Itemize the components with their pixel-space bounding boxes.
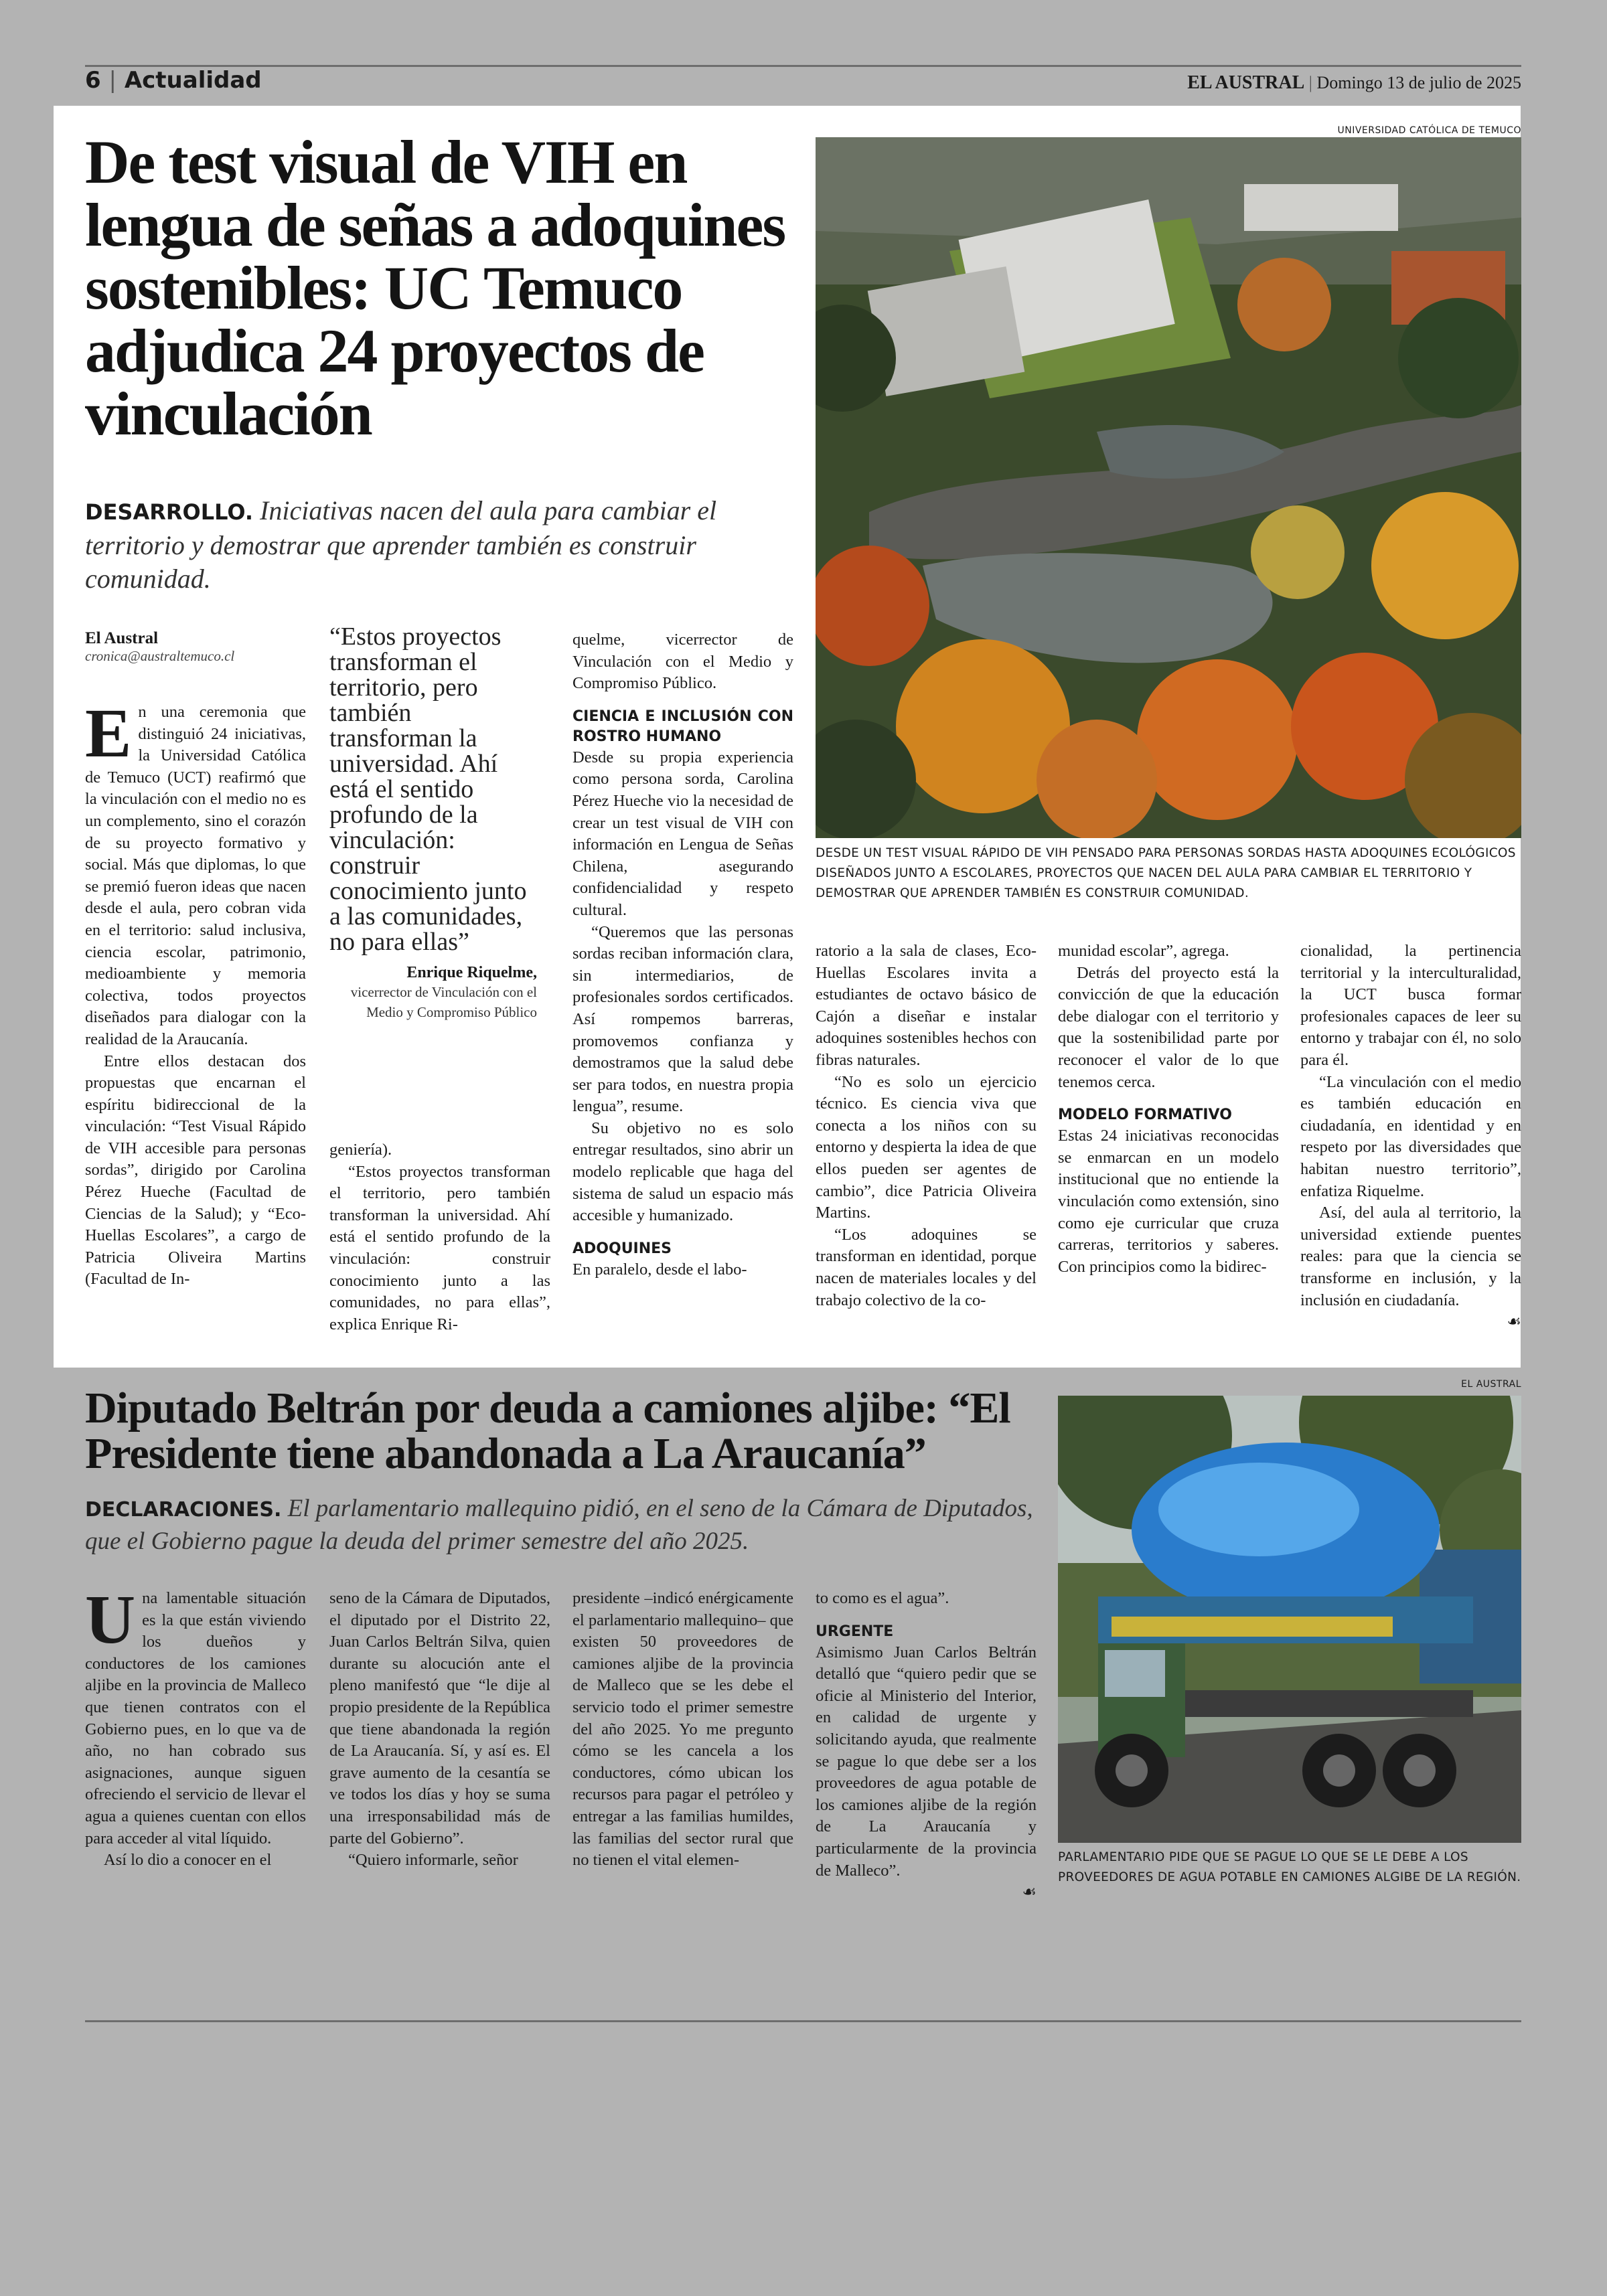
col3-para-5: En paralelo, desde el labo-: [572, 1260, 747, 1279]
a2-col1-para-1: na lamentable situación es la que están viviendo los dueños y conductores de los camiones aljibe en la provincia de Malleco que tienen contratos con el Gobierno pues, en lo que va de año, no han cobrado sus asignaciones, aunque siguen ofreciendo el servicio de llevar el agua a quienes cuentan con ellos para acceder al vital líquido.: [85, 1589, 306, 1848]
end-mark: ☙: [1022, 1884, 1037, 1902]
article-1-column-6: [1300, 940, 1521, 1333]
a2-col4-para-2: Asimismo Juan Carlos Beltrán detalló que “quiero pedir que se oficie al Ministerio del Interior, en calidad de urgente y solicitando ayuda, que realmente se pague lo que debe ser a los proveedores de agua potable de los camiones aljibe de la región de La Araucanía y particularmente de la provincia de Malleco”.: [816, 1643, 1037, 1880]
page-folio: 6 | Actualidad: [85, 67, 262, 94]
article-1-dek-text: Iniciativas nacen del aula para cambiar el territorio y demostrar que aprender también es construir comunidad.: [85, 495, 717, 594]
pullquote-author: Enrique Riquelme,: [406, 964, 537, 981]
col4-para-1: ratorio a la sala de clases, Eco-Huellas Escolares invita a estudiantes de octavo básico de Cajón a diseñar e instalar adoquines sostenibles hechos con fibras naturales.: [816, 942, 1037, 1069]
article-2-column-4: [816, 1588, 1037, 1904]
end-mark: ☙: [1507, 1313, 1521, 1331]
article-1-pullquote: [329, 624, 537, 1022]
col5-para-2: Detrás del proyecto está la convicción de que la educación debe dialogar con el territorio y que la sostenibilidad parte por reconocer el valor de lo que tenemos cerca.: [1058, 963, 1279, 1091]
col3-para-2: Desde su propia experiencia como persona sorda, Carolina Pérez Hueche vio la necesidad de crear un test visual de VIH con información en Lengua de Señas Chilena, asegurando confidencialidad y respeto cultural.: [572, 748, 793, 919]
photo-2-caption: PARLAMENTARIO PIDE QUE SE PAGUE LO QUE SE LE DEBE A LOS PROVEEDORES DE AGUA POTABLE EN CAMIONES ALGIBE DE LA REGIÓN.: [1058, 1850, 1521, 1884]
newspaper-name: EL AUSTRAL: [1187, 72, 1305, 93]
section-name: Actualidad: [124, 67, 262, 94]
a2-col1-para-2: Así lo dio a conocer en el: [104, 1851, 272, 1870]
a2-col4-para-1: to como es el agua”.: [816, 1589, 949, 1607]
water-truck-illustration: [1058, 1396, 1521, 1843]
article-2-column-1: [85, 1581, 306, 1872]
campus-aerial-photo: [816, 137, 1521, 838]
subhead-urgente: URGENTE: [816, 1623, 894, 1640]
col3-para-1: quelme, vicerrector de Vinculación con el Medio y Compromiso Público.: [572, 631, 793, 693]
water-truck-photo: [1058, 1396, 1521, 1843]
article-1-kicker: DESARROLLO.: [85, 499, 254, 525]
col6-para-1: cionalidad, la pertinencia territorial y la interculturalidad, la UCT busca formar profesionales capaces de leer su entorno y trabajar con él, no solo para él.: [1300, 942, 1521, 1069]
article-2-dek: [85, 1493, 1036, 1557]
photo-1-credit: UNIVERSIDAD CATÓLICA DE TEMUCO: [1337, 125, 1521, 136]
a2-col2-para-1: seno de la Cámara de Diputados, el diputado por el Distrito 22, Juan Carlos Beltrán Silva, quien durante su alocución ante el pleno manifestó que “le dije al propio presidente de la República que tiene abandonada la región de La Araucanía. Sí, y así es. El grave aumento de la cesantía se ve todos los días y hoy se suma una irresponsabilidad más de parte del Gobierno”.: [329, 1589, 550, 1848]
article-1-dek: [85, 494, 808, 596]
col5-para-3: Estas 24 iniciativas reconocidas se enmarcan en un modelo institucional que no entiende la vinculación como extensión, sino como eje curricular que cruza carreras, territorios y saberes. Con principios como la bidirec-: [1058, 1127, 1279, 1276]
article-1-byline: [85, 629, 286, 665]
article-2-column-3: [572, 1588, 793, 1872]
article-1-column-4: [816, 940, 1037, 1311]
page-dateline: EL AUSTRAL | Domingo 13 de julio de 2025: [1187, 72, 1521, 93]
article-2-dek-text: El parlamentario mallequino pidió, en el seno de la Cámara de Diputados, que el Gobierno pague la deuda del primer semestre del año 2025.: [85, 1495, 1033, 1555]
page-number: 6: [85, 67, 101, 94]
subhead-modelo: MODELO FORMATIVO: [1058, 1106, 1232, 1124]
article-1-column-1: [85, 695, 306, 1291]
article-1-column-3: [572, 629, 793, 1281]
col2-para-1: geniería).: [329, 1141, 392, 1159]
article-1-headline: De test visual de VIH en lengua de señas a adoquines sostenibles: UC Temuco adjudica 24 proyectos de vinculación: [85, 128, 785, 448]
article-1-column-5: [1058, 940, 1279, 1278]
col6-para-3: Así, del aula al territorio, la universidad extiende puentes reales: para que la ciencia se transforme en inclusión, y la inclusión en ciudadanía.: [1300, 1204, 1521, 1309]
photo-2-credit: EL AUSTRAL: [1461, 1379, 1521, 1390]
col1-para-1: n una ceremonia que distinguió 24 iniciativas, la Universidad Católica de Temuco (UCT) reafirmó que la vinculación con el medio no es un complemento, sino el corazón de su proyecto formativo y social. Más que diplomas, lo que se premió fueron ideas que nacen desde el aula, pero cobran vida en el territorio: salud inclusiva, ciencia escolar, patrimonio, medioambiente y memoria colectiva, todos proyectos diseñados para dialogar con la realidad de la Araucanía.: [85, 703, 306, 1048]
footer-rule: [85, 2020, 1521, 2022]
header-rule: [85, 65, 1521, 67]
byline-email: cronica@australtemuco.cl: [85, 648, 235, 664]
drop-cap: U: [85, 1581, 136, 1658]
col1-para-2: Entre ellos destacan dos propuestas que encarnan el espíritu bidireccional de la vinculación: “Test Visual Rápido de VIH accesible para personas sordas”, dirigido por Carolina Pérez Hueche (Facultad de Ciencias de la Salud); y “Eco-Huellas Escolares”, a cargo de Patricia Oliveira Martins (Facultad de In-: [85, 1052, 306, 1289]
article-2-kicker: DECLARACIONES.: [85, 1498, 282, 1522]
a2-col3-para-1: presidente –indicó enérgicamente el parlamentario mallequino– que existen 50 proveedores de camiones aljibe de la provincia de Malleco que se les debe el servicio todo el primer semestre del año 2025. Yo me pregunto cómo se les cancela a los conductores, cómo ubican los recursos para pagar el petróleo y entregar a las familias humildes, las familias del sector rural que no tienen el vital elemen-: [572, 1589, 793, 1870]
col5-para-1: munidad escolar”, agrega.: [1058, 942, 1229, 960]
subhead-adoquines: ADOQUINES: [572, 1240, 672, 1257]
pullquote-text: “Estos proyectos transforman el territorio, pero también transforman la universidad. Ahí está el sentido profundo de la vinculación: construir conocimiento junto a las comunidades, no para ellas”: [329, 623, 527, 956]
col3-para-4: Su objetivo no es solo entregar resultados, sino abrir un modelo replicable que haga del sistema de salud un espacio más accesible y humanizado.: [572, 1119, 793, 1225]
photo-1-caption: DESDE UN TEST VISUAL RÁPIDO DE VIH PENSADO PARA PERSONAS SORDAS HASTA ADOQUINES ECOLÓGICOS DISEÑADOS JUNTO A ESCOLARES, PROYECTOS QUE NACEN DEL AULA PARA CAMBIAR EL TERRITORIO Y DEMOSTRAR QUE APRENDER TAMBIÉN ES CONSTRUIR COMUNIDAD.: [816, 846, 1516, 900]
drop-cap: E: [85, 695, 132, 772]
col3-para-3: “Queremos que las personas sordas reciban información clara, sin intermediarios, de profesionales sordos certificados. Así rompemos barreras, promovemos confianza y demostramos que la salud debe ser para todos, en nuestra propia lengua”, resume.: [572, 922, 793, 1116]
col6-para-2: “La vinculación con el medio es también educación en ciudadanía, en identidad y en respeto por las diversidades que habitan nuestro territorio”, enfatiza Riquelme.: [1300, 1072, 1521, 1200]
issue-date: Domingo 13 de julio de 2025: [1316, 73, 1521, 92]
col2-para-2: “Estos proyectos transforman el territorio, pero también transforman la universidad. Ahí está el sentido profundo de la vinculación: construir conocimiento junto a las comunidades, no para ellas”, explica Enrique Ri-: [329, 1162, 550, 1333]
col4-para-2: “No es solo un ejercicio técnico. Es ciencia viva que conecta a los niños con su entorno y despierta la idea de que ellos pueden ser agentes de cambio”, dice Patricia Oliveira Martins.: [816, 1072, 1037, 1222]
campus-aerial-illustration: [816, 137, 1521, 838]
pullquote-role: vicerrector de Vinculación con el Medio y Compromiso Público: [350, 984, 537, 1020]
article-2-headline: Diputado Beltrán por deuda a camiones aljibe: “El Presidente tiene abandonada a La Araucanía”: [85, 1384, 1010, 1478]
col4-para-3: “Los adoquines se transforman en identidad, porque nacen de materiales locales y del trabajo colectivo de la co-: [816, 1225, 1037, 1309]
subhead-ciencia: CIENCIA E INCLUSIÓN CON ROSTRO HUMANO: [572, 708, 793, 745]
a2-col2-para-2: “Quiero informarle, señor: [348, 1851, 518, 1870]
byline-name: El Austral: [85, 629, 159, 647]
article-2-column-2: [329, 1588, 550, 1872]
article-1-column-2: [329, 1139, 550, 1335]
